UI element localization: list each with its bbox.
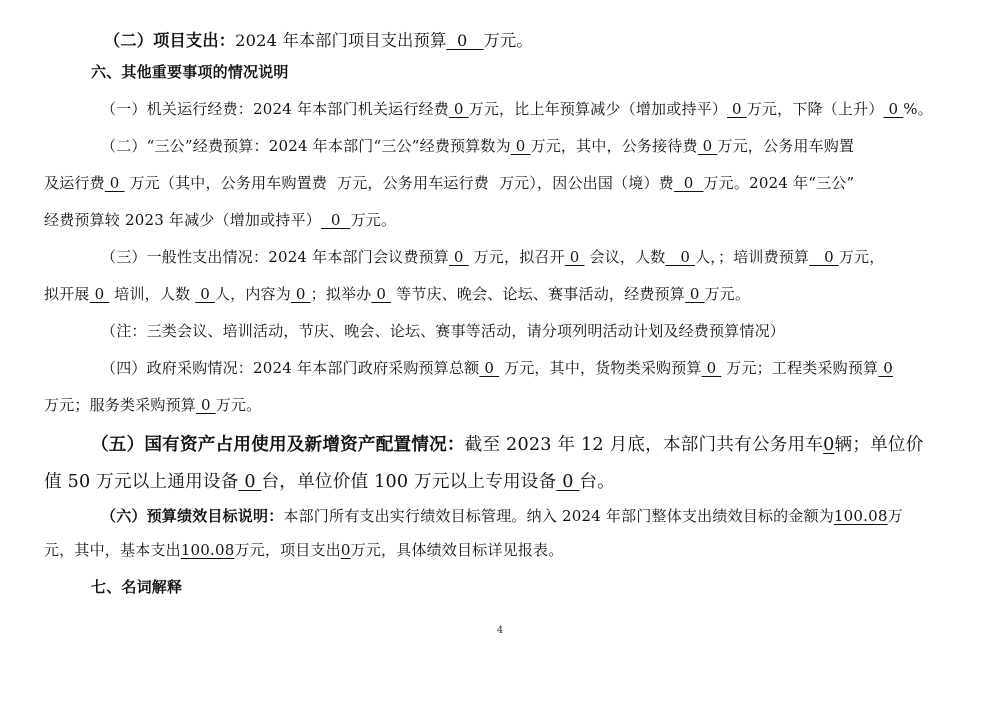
text-run: 六、其他重要事项的情况说明 [91, 63, 289, 81]
filled-value: 0 [446, 31, 484, 50]
filled-value: 0 [340, 541, 351, 559]
text-run: 万元；服务类采购预算 [44, 396, 197, 414]
paragraph-performance-1 [0, 509, 1000, 524]
filled-value: 0 [556, 472, 580, 492]
text-run: 万元，其中，公务接待费 [530, 137, 698, 155]
text-run: 万元，具体绩效目标详见报表。 [350, 541, 564, 559]
filled-value: 0 [371, 285, 392, 303]
paragraph-note [0, 324, 1000, 339]
filled-value: 100.08 [180, 541, 235, 559]
text-run: 万元。 [483, 31, 533, 50]
text-run: 经费预算较 2023 年减少（增加或持平） [44, 211, 321, 229]
text-run: 人，；培训费预算 [695, 248, 810, 266]
text-run: 等节庆、晚会、论坛、赛事活动，经费预算 [391, 285, 685, 303]
paragraph-performance-2 [0, 543, 1000, 558]
filled-value: 0 [701, 359, 722, 377]
text-run: （五）国有资产占用使用及新增资产配置情况： [91, 434, 465, 455]
text-run: 万元（其中，公务用车购置费 万元，公务用车运行费 万元），因公出国（境）费 [124, 174, 674, 192]
text-run: （三）一般性支出情况：2024 年本部门会议费预算 [101, 248, 449, 266]
text-run: 截至 2023 年 12 月底，本部门共有公务用车 [464, 435, 824, 455]
filled-value: 0 [564, 248, 585, 266]
text-run: 万元。 [704, 285, 751, 303]
paragraph-state-assets-1 [0, 436, 1000, 455]
filled-value: 0 [448, 100, 469, 118]
text-run: （一）机关运行经费：2024 年本部门机关运行经费 [101, 100, 449, 118]
text-run: 会议，人数 [584, 248, 666, 266]
text-run: （六）预算绩效目标说明： [101, 507, 284, 525]
filled-value: 0 [238, 472, 262, 492]
text-run: 万元；工程类采购预算 [721, 359, 879, 377]
text-run: 本部门所有支出实行绩效目标管理。纳入 2024 年部门整体支出绩效目标的金额为 [283, 507, 834, 525]
filled-value: 0 [196, 396, 216, 414]
filled-value: 100.08 [833, 507, 888, 525]
filled-value: 0 [448, 248, 469, 266]
text-run: 万元，比上年预算减少（增加或持平） [468, 100, 728, 118]
filled-value: 0 [195, 285, 215, 303]
text-run: 人，内容为 [214, 285, 291, 303]
filled-value: 0 [673, 174, 704, 192]
filled-value: 0 [823, 435, 835, 455]
text-run: 及运行费 [44, 174, 105, 192]
text-run: 七、名词解释 [91, 578, 183, 596]
text-run: 万元。 [350, 211, 397, 229]
text-run: 台，单位价值 100 万元以上专用设备 [261, 472, 557, 492]
filled-value: 0 [883, 100, 904, 118]
paragraph-three-public-3 [0, 213, 1000, 228]
paragraph-project-expense [0, 33, 1000, 49]
text-run: 万元，下降（上升） [746, 100, 884, 118]
page-number: 4 [496, 625, 504, 636]
text-run: 辆；单位价 [834, 435, 924, 455]
filled-value: 0 [479, 359, 500, 377]
text-run: ；拟举办 [310, 285, 372, 303]
text-run: （四）政府采购情况：2024 年本部门政府采购预算总额 [101, 359, 480, 377]
text-run: %。 [903, 100, 933, 118]
text-run: 万元， [838, 248, 885, 266]
paragraph-state-assets-2 [0, 474, 1000, 492]
filled-value: 0 [684, 285, 705, 303]
text-run: 万元，公务用车购置 [717, 137, 855, 155]
text-run: 万元，拟召开 [468, 248, 565, 266]
filled-value: 0 [320, 211, 351, 229]
filled-value: 0 [510, 137, 531, 155]
filled-value: 0 [697, 137, 718, 155]
text-run: 培训，人数 [109, 285, 196, 303]
paragraph-three-public-1 [0, 139, 1000, 154]
text-run: 值 50 万元以上通用设备 [44, 472, 239, 492]
paragraph-general-expense-2 [0, 287, 1000, 302]
filled-value: 0 [665, 248, 696, 266]
text-run: 万元，项目支出 [234, 541, 341, 559]
text-run: 万元。 [215, 396, 262, 414]
text-run: 万元。2024 年“三公” [703, 174, 855, 192]
filled-value: 0 [290, 285, 311, 303]
filled-value: 0 [89, 285, 110, 303]
paragraph-operating-funds [0, 102, 1000, 117]
text-run: （二）“三公”经费预算：2024 年本部门“三公”经费预算数为 [101, 137, 511, 155]
text-run: 万元，其中，货物类采购预算 [499, 359, 702, 377]
filled-value: 0 [878, 359, 894, 377]
paragraph-procurement-2 [0, 398, 1000, 413]
section-heading-6 [0, 65, 1000, 80]
paragraph-procurement-1 [0, 361, 1000, 376]
text-run: 万 [887, 507, 903, 525]
section-heading-7 [0, 580, 1000, 595]
paragraph-three-public-2 [0, 176, 1000, 191]
filled-value: 0 [104, 174, 125, 192]
paragraph-general-expense-1 [0, 250, 1000, 265]
filled-value: 0 [727, 100, 747, 118]
filled-value: 0 [809, 248, 839, 266]
text-run: 元，其中，基本支出 [44, 541, 181, 559]
text-run: （二）项目支出： [104, 31, 236, 50]
text-run: （注：三类会议、培训活动，节庆、晚会、论坛、赛事等活动，请分项列明活动计划及经费预算情况） [101, 322, 786, 340]
text-run: 2024 年本部门项目支出预算 [235, 31, 447, 50]
text-run: 拟开展 [44, 285, 90, 303]
text-run: 台。 [579, 472, 615, 492]
